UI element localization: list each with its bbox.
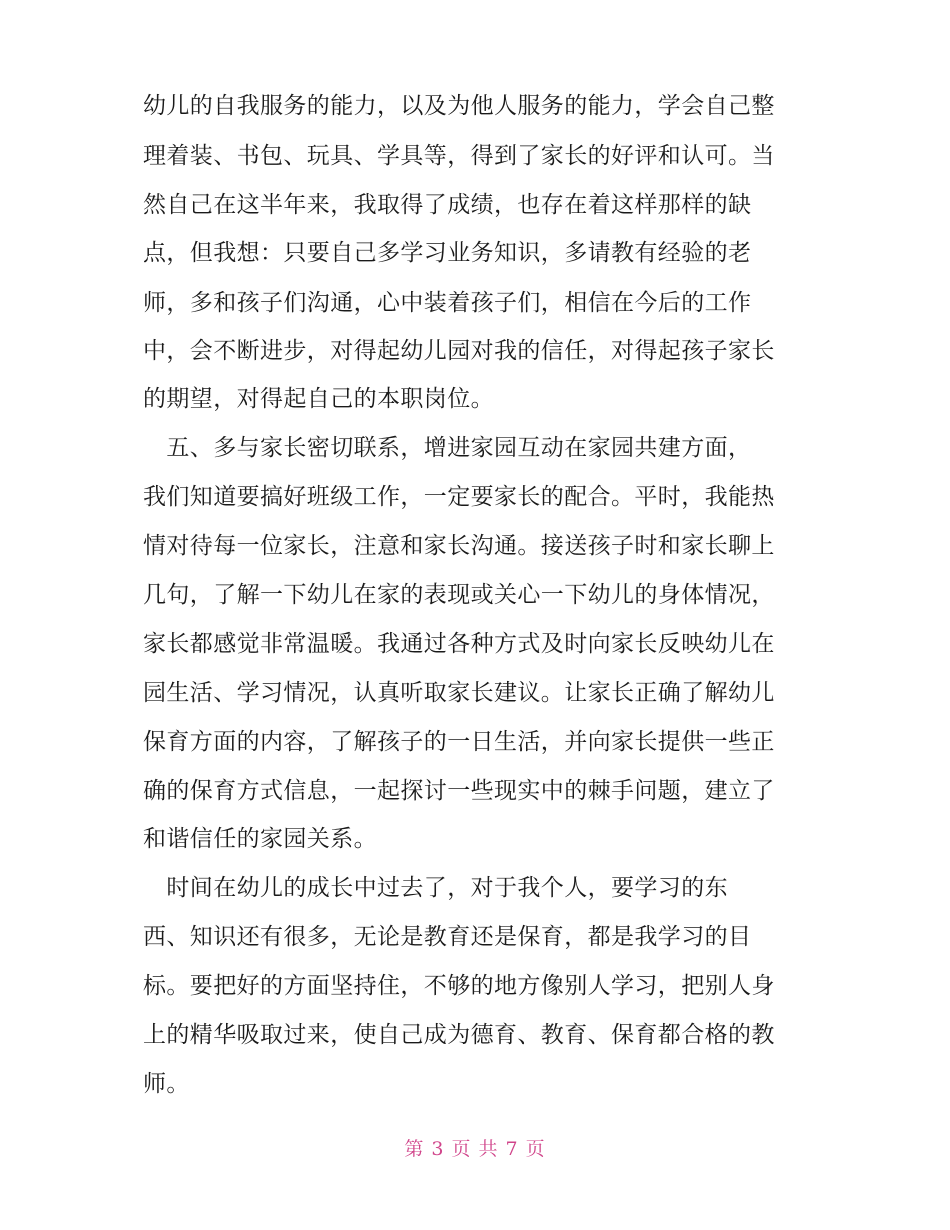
body-text-line: 师。 (143, 1071, 190, 1097)
body-text-line: 西、知识还有很多，无论是教育还是保育，都是我学习的目 (143, 924, 752, 950)
body-text-line: 园生活、学习情况，认真听取家长建议。让家长正确了解幼儿 (143, 680, 775, 706)
page-number-label: 第 3 页 共 7 页 (404, 1138, 546, 1160)
body-text-line: 的期望，对得起自己的本职岗位。 (143, 386, 494, 412)
body-text-line: 和谐信任的家园关系。 (143, 826, 377, 852)
body-text-line: 确的保育方式信息，一起探讨一些现实中的棘手问题，建立了 (143, 778, 775, 804)
body-text-line: 师，多和孩子们沟通，心中装着孩子们，相信在今后的工作 (143, 290, 752, 316)
body-text-line: 点，但我想：只要自己多学习业务知识，多请教有经验的老 (143, 240, 752, 266)
body-text-line: 标。要把好的方面坚持住，不够的地方像别人学习，把别人身 (143, 973, 775, 999)
body-text-line: 幼儿的自我服务的能力，以及为他人服务的能力，学会自己整 (143, 93, 775, 119)
body-text-line: 情对待每一位家长，注意和家长沟通。接送孩子时和家长聊上 (143, 533, 775, 559)
body-text-line: 五、多与家长密切联系，增进家园互动在家园共建方面， (143, 435, 752, 461)
body-text-line: 我们知道要搞好班级工作，一定要家长的配合。平时，我能热 (143, 484, 775, 510)
body-text-line: 然自己在这半年来，我取得了成绩，也存在着这样那样的缺 (143, 192, 752, 218)
body-text-line: 上的精华吸取过来，使自己成为德育、教育、保育都合格的教 (143, 1022, 775, 1048)
body-text-line: 保育方面的内容，了解孩子的一日生活，并向家长提供一些正 (143, 729, 775, 755)
page-footer (0, 1134, 950, 1161)
body-text-line: 几句，了解一下幼儿在家的表现或关心一下幼儿的身体情况， (143, 582, 775, 608)
body-text-line: 时间在幼儿的成长中过去了，对于我个人，要学习的东 (143, 875, 728, 901)
body-text-line: 家长都感觉非常温暖。我通过各种方式及时向家长反映幼儿在 (143, 631, 775, 657)
body-text-line: 理着装、书包、玩具、学具等，得到了家长的好评和认可。当 (143, 143, 775, 169)
body-text-line: 中，会不断进步，对得起幼儿园对我的信任，对得起孩子家长 (143, 338, 775, 364)
